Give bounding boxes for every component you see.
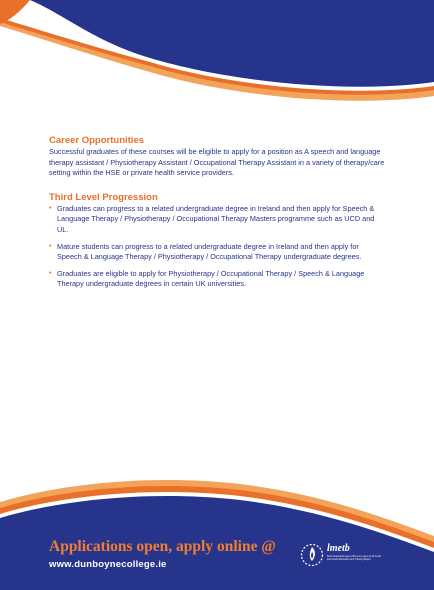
progression-item	[49, 269, 385, 290]
logo-subtitle: Bord Oideachais agus Oiliúna Lú agus na Mí Louth and Meath Education and Training Board	[327, 555, 382, 561]
lmetb-logo	[300, 543, 390, 569]
progression-item	[49, 204, 385, 236]
logo-name: lmetb	[327, 543, 350, 554]
flame-swirl-icon	[300, 543, 324, 567]
progression-item-text: Graduates are eligible to apply for Physiotherapy / Occupational Therapy / Speech & Language Therapy undergraduate degrees in certain UK universities.	[57, 268, 365, 289]
section-spacer	[49, 179, 385, 192]
progression-title: Third Level Progression	[49, 191, 158, 203]
progression-item-text: Graduates can progress to a related undergraduate degree in Ireland and then apply for Speech & Language Therapy / Physiotherapy / Occupational Therapy Masters programme such as UCD and UL.	[57, 203, 375, 234]
content-area	[49, 135, 385, 296]
progression-item-text: Mature students can progress to a related undergraduate degree in Ireland and then apply for Speech & Language Therapy / Physiotherapy / Occupational Therapy undergraduate degrees.	[57, 241, 362, 262]
progression-item	[49, 242, 385, 263]
career-title: Career Opportunities	[49, 135, 145, 146]
career-body: Successful graduates of these courses will be eligible to apply for a position as A speech and language therapy assistant / Physiotherapy Assistant / Occupational Therapy Assistant in a variety of therapy/care setting within the HSE or private health service providers.	[49, 147, 385, 178]
progression-list	[49, 204, 385, 290]
applications-cta: Applications open, apply online @	[49, 538, 276, 555]
bullet-icon: •	[49, 204, 52, 212]
bottom-wave-decoration	[0, 470, 434, 590]
bullet-icon: •	[49, 242, 52, 250]
top-wave-decoration	[0, 0, 434, 110]
bullet-icon: •	[49, 269, 52, 277]
college-website-link[interactable]: www.dunboynecollege.ie	[49, 559, 167, 570]
